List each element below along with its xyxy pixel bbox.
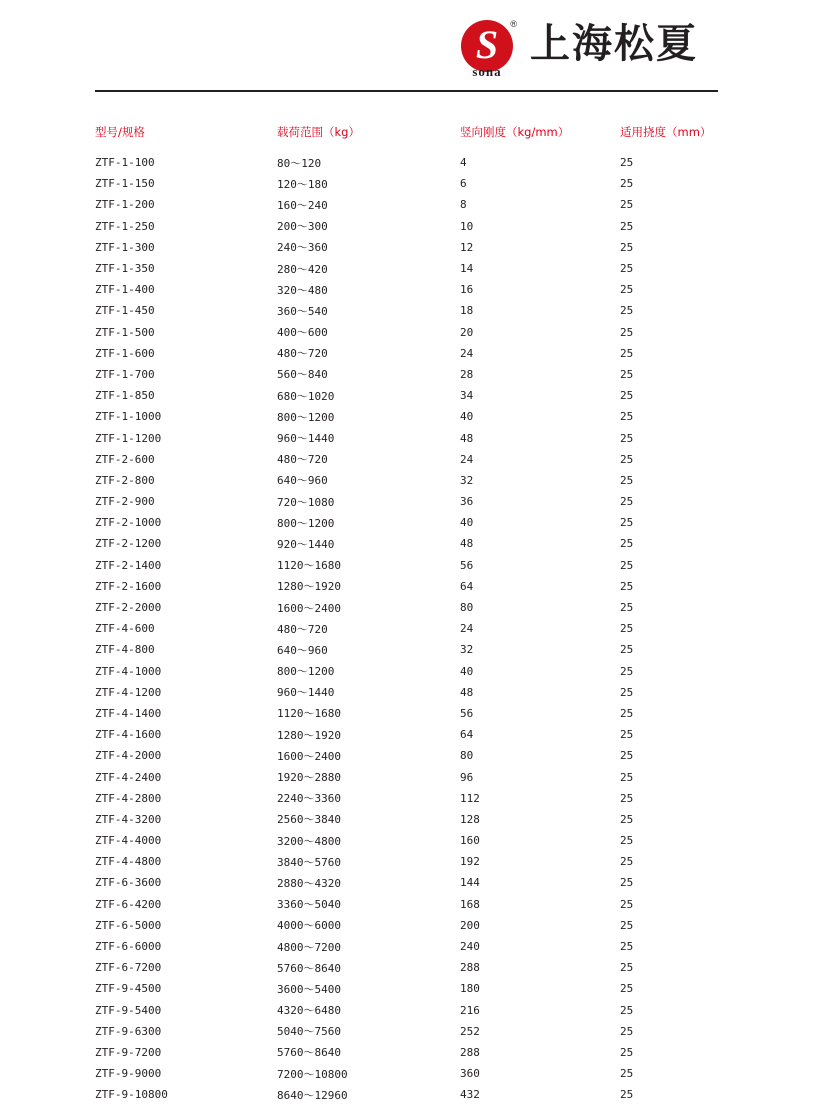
cell-load-range: 200～300 [277,220,328,234]
table-row [95,512,718,533]
table-row [95,322,718,343]
cell-deflection: 25 [620,855,634,869]
cell-deflection: 25 [620,961,634,975]
cell-load-range: 80～120 [277,156,322,170]
table-row [95,406,718,427]
cell-model: ZTF-9-6300 [95,1024,162,1038]
cell-vertical-stiffness: 16 [460,283,474,297]
cell-deflection: 25 [620,516,634,530]
cell-deflection: 25 [620,537,634,551]
cell-vertical-stiffness: 96 [460,770,474,784]
cell-vertical-stiffness: 200 [460,918,480,932]
cell-model: ZTF-1-850 [95,389,155,403]
cell-vertical-stiffness: 252 [460,1024,480,1038]
cell-load-range: 960～1440 [277,686,335,700]
cell-model: ZTF-4-2000 [95,749,162,763]
cell-load-range: 1120～1680 [277,559,341,573]
cell-vertical-stiffness: 24 [460,346,474,360]
cell-model: ZTF-1-700 [95,367,155,381]
table-row [95,237,718,258]
cell-vertical-stiffness: 64 [460,728,474,742]
cell-deflection: 25 [620,601,634,615]
cell-model: ZTF-2-1600 [95,579,162,593]
column-header-load-range: 载荷范围（kg） [277,125,360,139]
table-row [95,427,718,448]
cell-load-range: 400～600 [277,326,328,340]
table-header [95,124,718,152]
cell-deflection: 25 [620,156,634,170]
column-header-vertical-stiffness: 竖向刚度（kg/mm） [460,125,570,139]
cell-vertical-stiffness: 216 [460,1003,480,1017]
spec-table [95,124,718,1105]
cell-load-range: 960～1440 [277,432,335,446]
cell-deflection: 25 [620,452,634,466]
cell-deflection: 25 [620,1003,634,1017]
table-row [95,216,718,237]
cell-vertical-stiffness: 48 [460,685,474,699]
cell-deflection: 25 [620,940,634,954]
cell-load-range: 480～720 [277,453,328,467]
table-row [95,1000,718,1021]
cell-load-range: 1120～1680 [277,707,341,721]
table-row [95,385,718,406]
cell-deflection: 25 [620,664,634,678]
cell-vertical-stiffness: 24 [460,622,474,636]
cell-model: ZTF-6-3600 [95,876,162,890]
table-row [95,745,718,766]
table-row [95,364,718,385]
cell-model: ZTF-1-500 [95,325,155,339]
cell-model: ZTF-6-6000 [95,940,162,954]
cell-deflection: 25 [620,579,634,593]
cell-vertical-stiffness: 28 [460,367,474,381]
cell-load-range: 560～840 [277,368,328,382]
table-row [95,449,718,470]
logo-wordmark: sona [472,64,502,79]
cell-model: ZTF-2-1200 [95,537,162,551]
table-row [95,597,718,618]
cell-vertical-stiffness: 240 [460,940,480,954]
cell-load-range: 3200～4800 [277,834,341,848]
cell-model: ZTF-6-4200 [95,897,162,911]
table-row [95,491,718,512]
cell-model: ZTF-6-7200 [95,961,162,975]
table-row [95,576,718,597]
table-row [95,894,718,915]
table-row [95,661,718,682]
column-header-model: 型号/规格 [95,125,145,139]
cell-deflection: 25 [620,1024,634,1038]
cell-load-range: 800～1200 [277,516,335,530]
cell-model: ZTF-4-2400 [95,770,162,784]
cell-load-range: 680～1020 [277,389,335,403]
cell-vertical-stiffness: 192 [460,855,480,869]
cell-deflection: 25 [620,1088,634,1102]
cell-vertical-stiffness: 14 [460,262,474,276]
cell-model: ZTF-2-1400 [95,558,162,572]
cell-vertical-stiffness: 48 [460,431,474,445]
cell-load-range: 3840～5760 [277,855,341,869]
cell-load-range: 3360～5040 [277,898,341,912]
cell-model: ZTF-4-3200 [95,812,162,826]
table-row [95,830,718,851]
cell-model: ZTF-2-2000 [95,601,162,615]
table-row [95,788,718,809]
cell-deflection: 25 [620,389,634,403]
cell-deflection: 25 [620,495,634,509]
cell-model: ZTF-4-1000 [95,664,162,678]
cell-model: ZTF-4-4000 [95,834,162,848]
cell-model: ZTF-4-600 [95,622,155,636]
cell-vertical-stiffness: 6 [460,177,467,191]
table-row [95,682,718,703]
cell-load-range: 640～960 [277,474,328,488]
cell-model: ZTF-4-4800 [95,855,162,869]
cell-load-range: 720～1080 [277,495,335,509]
cell-deflection: 25 [620,1045,634,1059]
cell-vertical-stiffness: 80 [460,749,474,763]
cell-model: ZTF-2-600 [95,452,155,466]
cell-vertical-stiffness: 40 [460,410,474,424]
cell-load-range: 280～420 [277,262,328,276]
cell-model: ZTF-6-5000 [95,918,162,932]
cell-deflection: 25 [620,982,634,996]
sona-logo-mark [456,15,518,77]
cell-load-range: 800～1200 [277,410,335,424]
cell-model: ZTF-1-300 [95,240,155,254]
cell-model: ZTF-1-1200 [95,431,162,445]
cell-load-range: 640～960 [277,643,328,657]
cell-model: ZTF-1-350 [95,262,155,276]
cell-vertical-stiffness: 112 [460,791,480,805]
cell-deflection: 25 [620,198,634,212]
cell-load-range: 3600～5400 [277,982,341,996]
cell-load-range: 920～1440 [277,537,335,551]
cell-deflection: 25 [620,410,634,424]
cell-model: ZTF-2-1000 [95,516,162,530]
cell-model: ZTF-4-1200 [95,685,162,699]
cell-load-range: 360～540 [277,304,328,318]
cell-vertical-stiffness: 36 [460,495,474,509]
cell-model: ZTF-1-250 [95,219,155,233]
cell-model: ZTF-9-4500 [95,982,162,996]
cell-model: ZTF-4-1600 [95,728,162,742]
table-row [95,978,718,999]
column-header-deflection: 适用挠度（mm） [620,125,712,139]
table-header-row [95,124,718,152]
cell-deflection: 25 [620,685,634,699]
cell-deflection: 25 [620,346,634,360]
cell-vertical-stiffness: 432 [460,1088,480,1102]
cell-load-range: 5040～7560 [277,1025,341,1039]
cell-deflection: 25 [620,622,634,636]
cell-load-range: 480～720 [277,347,328,361]
cell-deflection: 25 [620,325,634,339]
cell-load-range: 1600～2400 [277,601,341,615]
cell-load-range: 240～360 [277,241,328,255]
table-row [95,1021,718,1042]
table-row [95,300,718,321]
cell-deflection: 25 [620,473,634,487]
company-name: 上海松夏 [530,21,698,67]
cell-deflection: 25 [620,706,634,720]
cell-model: ZTF-9-10800 [95,1088,168,1102]
table-row [95,639,718,660]
cell-deflection: 25 [620,431,634,445]
table-row [95,470,718,491]
cell-deflection: 25 [620,812,634,826]
cell-vertical-stiffness: 180 [460,982,480,996]
cell-deflection: 25 [620,918,634,932]
cell-vertical-stiffness: 128 [460,812,480,826]
cell-deflection: 25 [620,177,634,191]
cell-model: ZTF-1-100 [95,156,155,170]
cell-model: ZTF-9-5400 [95,1003,162,1017]
cell-deflection: 25 [620,219,634,233]
cell-vertical-stiffness: 20 [460,325,474,339]
cell-model: ZTF-1-200 [95,198,155,212]
cell-load-range: 4800～7200 [277,940,341,954]
table-row [95,703,718,724]
cell-deflection: 25 [620,283,634,297]
table-row [95,343,718,364]
table-row [95,555,718,576]
spec-table-container [0,92,813,1105]
cell-deflection: 25 [620,262,634,276]
cell-vertical-stiffness: 40 [460,516,474,530]
cell-model: ZTF-1-450 [95,304,155,318]
cell-model: ZTF-2-800 [95,473,155,487]
cell-model: ZTF-2-900 [95,495,155,509]
cell-load-range: 1600～2400 [277,749,341,763]
cell-deflection: 25 [620,834,634,848]
cell-load-range: 160～240 [277,198,328,212]
cell-deflection: 25 [620,304,634,318]
table-row [95,152,718,173]
cell-deflection: 25 [620,770,634,784]
table-row [95,258,718,279]
cell-model: ZTF-1-600 [95,346,155,360]
cell-vertical-stiffness: 48 [460,537,474,551]
cell-load-range: 2560～3840 [277,813,341,827]
cell-vertical-stiffness: 18 [460,304,474,318]
cell-model: ZTF-1-150 [95,177,155,191]
table-row [95,173,718,194]
logo-letter-s: S [475,22,499,67]
table-row [95,533,718,554]
cell-vertical-stiffness: 80 [460,601,474,615]
cell-model: ZTF-9-7200 [95,1045,162,1059]
cell-deflection: 25 [620,749,634,763]
cell-model: ZTF-4-1400 [95,706,162,720]
table-row [95,1063,718,1084]
registered-trademark-icon: ® [510,19,517,29]
table-row [95,915,718,936]
cell-vertical-stiffness: 32 [460,643,474,657]
cell-load-range: 1280～1920 [277,580,341,594]
cell-load-range: 8640～12960 [277,1088,348,1102]
cell-load-range: 1920～2880 [277,771,341,785]
cell-load-range: 480～720 [277,622,328,636]
cell-vertical-stiffness: 360 [460,1067,480,1081]
cell-vertical-stiffness: 34 [460,389,474,403]
cell-vertical-stiffness: 10 [460,219,474,233]
cell-vertical-stiffness: 12 [460,240,474,254]
header-divider [95,90,718,92]
cell-deflection: 25 [620,367,634,381]
cell-model: ZTF-9-9000 [95,1067,162,1081]
cell-deflection: 25 [620,897,634,911]
table-row [95,1042,718,1063]
cell-load-range: 120～180 [277,177,328,191]
cell-vertical-stiffness: 56 [460,558,474,572]
table-row [95,766,718,787]
cell-vertical-stiffness: 8 [460,198,467,212]
cell-model: ZTF-4-800 [95,643,155,657]
table-row [95,809,718,830]
cell-load-range: 800～1200 [277,665,335,679]
page-header [0,0,813,92]
cell-load-range: 320～480 [277,283,328,297]
cell-load-range: 2240～3360 [277,792,341,806]
cell-vertical-stiffness: 56 [460,706,474,720]
cell-vertical-stiffness: 288 [460,961,480,975]
cell-vertical-stiffness: 40 [460,664,474,678]
cell-vertical-stiffness: 144 [460,876,480,890]
cell-deflection: 25 [620,558,634,572]
cell-vertical-stiffness: 288 [460,1045,480,1059]
table-body [95,152,718,1105]
cell-deflection: 25 [620,876,634,890]
cell-vertical-stiffness: 64 [460,579,474,593]
cell-deflection: 25 [620,791,634,805]
cell-model: ZTF-1-1000 [95,410,162,424]
cell-load-range: 7200～10800 [277,1067,348,1081]
table-row [95,279,718,300]
table-row [95,851,718,872]
cell-model: ZTF-4-2800 [95,791,162,805]
cell-model: ZTF-1-400 [95,283,155,297]
cell-deflection: 25 [620,728,634,742]
table-row [95,194,718,215]
cell-load-range: 4000～6000 [277,919,341,933]
cell-load-range: 5760～8640 [277,1046,341,1060]
cell-deflection: 25 [620,240,634,254]
table-row [95,1084,718,1105]
cell-deflection: 25 [620,1067,634,1081]
cell-vertical-stiffness: 24 [460,452,474,466]
table-row [95,957,718,978]
cell-vertical-stiffness: 32 [460,473,474,487]
cell-load-range: 2880～4320 [277,876,341,890]
cell-deflection: 25 [620,643,634,657]
cell-vertical-stiffness: 160 [460,834,480,848]
cell-load-range: 5760～8640 [277,961,341,975]
table-row [95,618,718,639]
cell-vertical-stiffness: 4 [460,156,467,170]
table-row [95,872,718,893]
cell-load-range: 1280～1920 [277,728,341,742]
table-row [95,724,718,745]
cell-load-range: 4320～6480 [277,1004,341,1018]
company-logo [456,15,698,77]
cell-vertical-stiffness: 168 [460,897,480,911]
